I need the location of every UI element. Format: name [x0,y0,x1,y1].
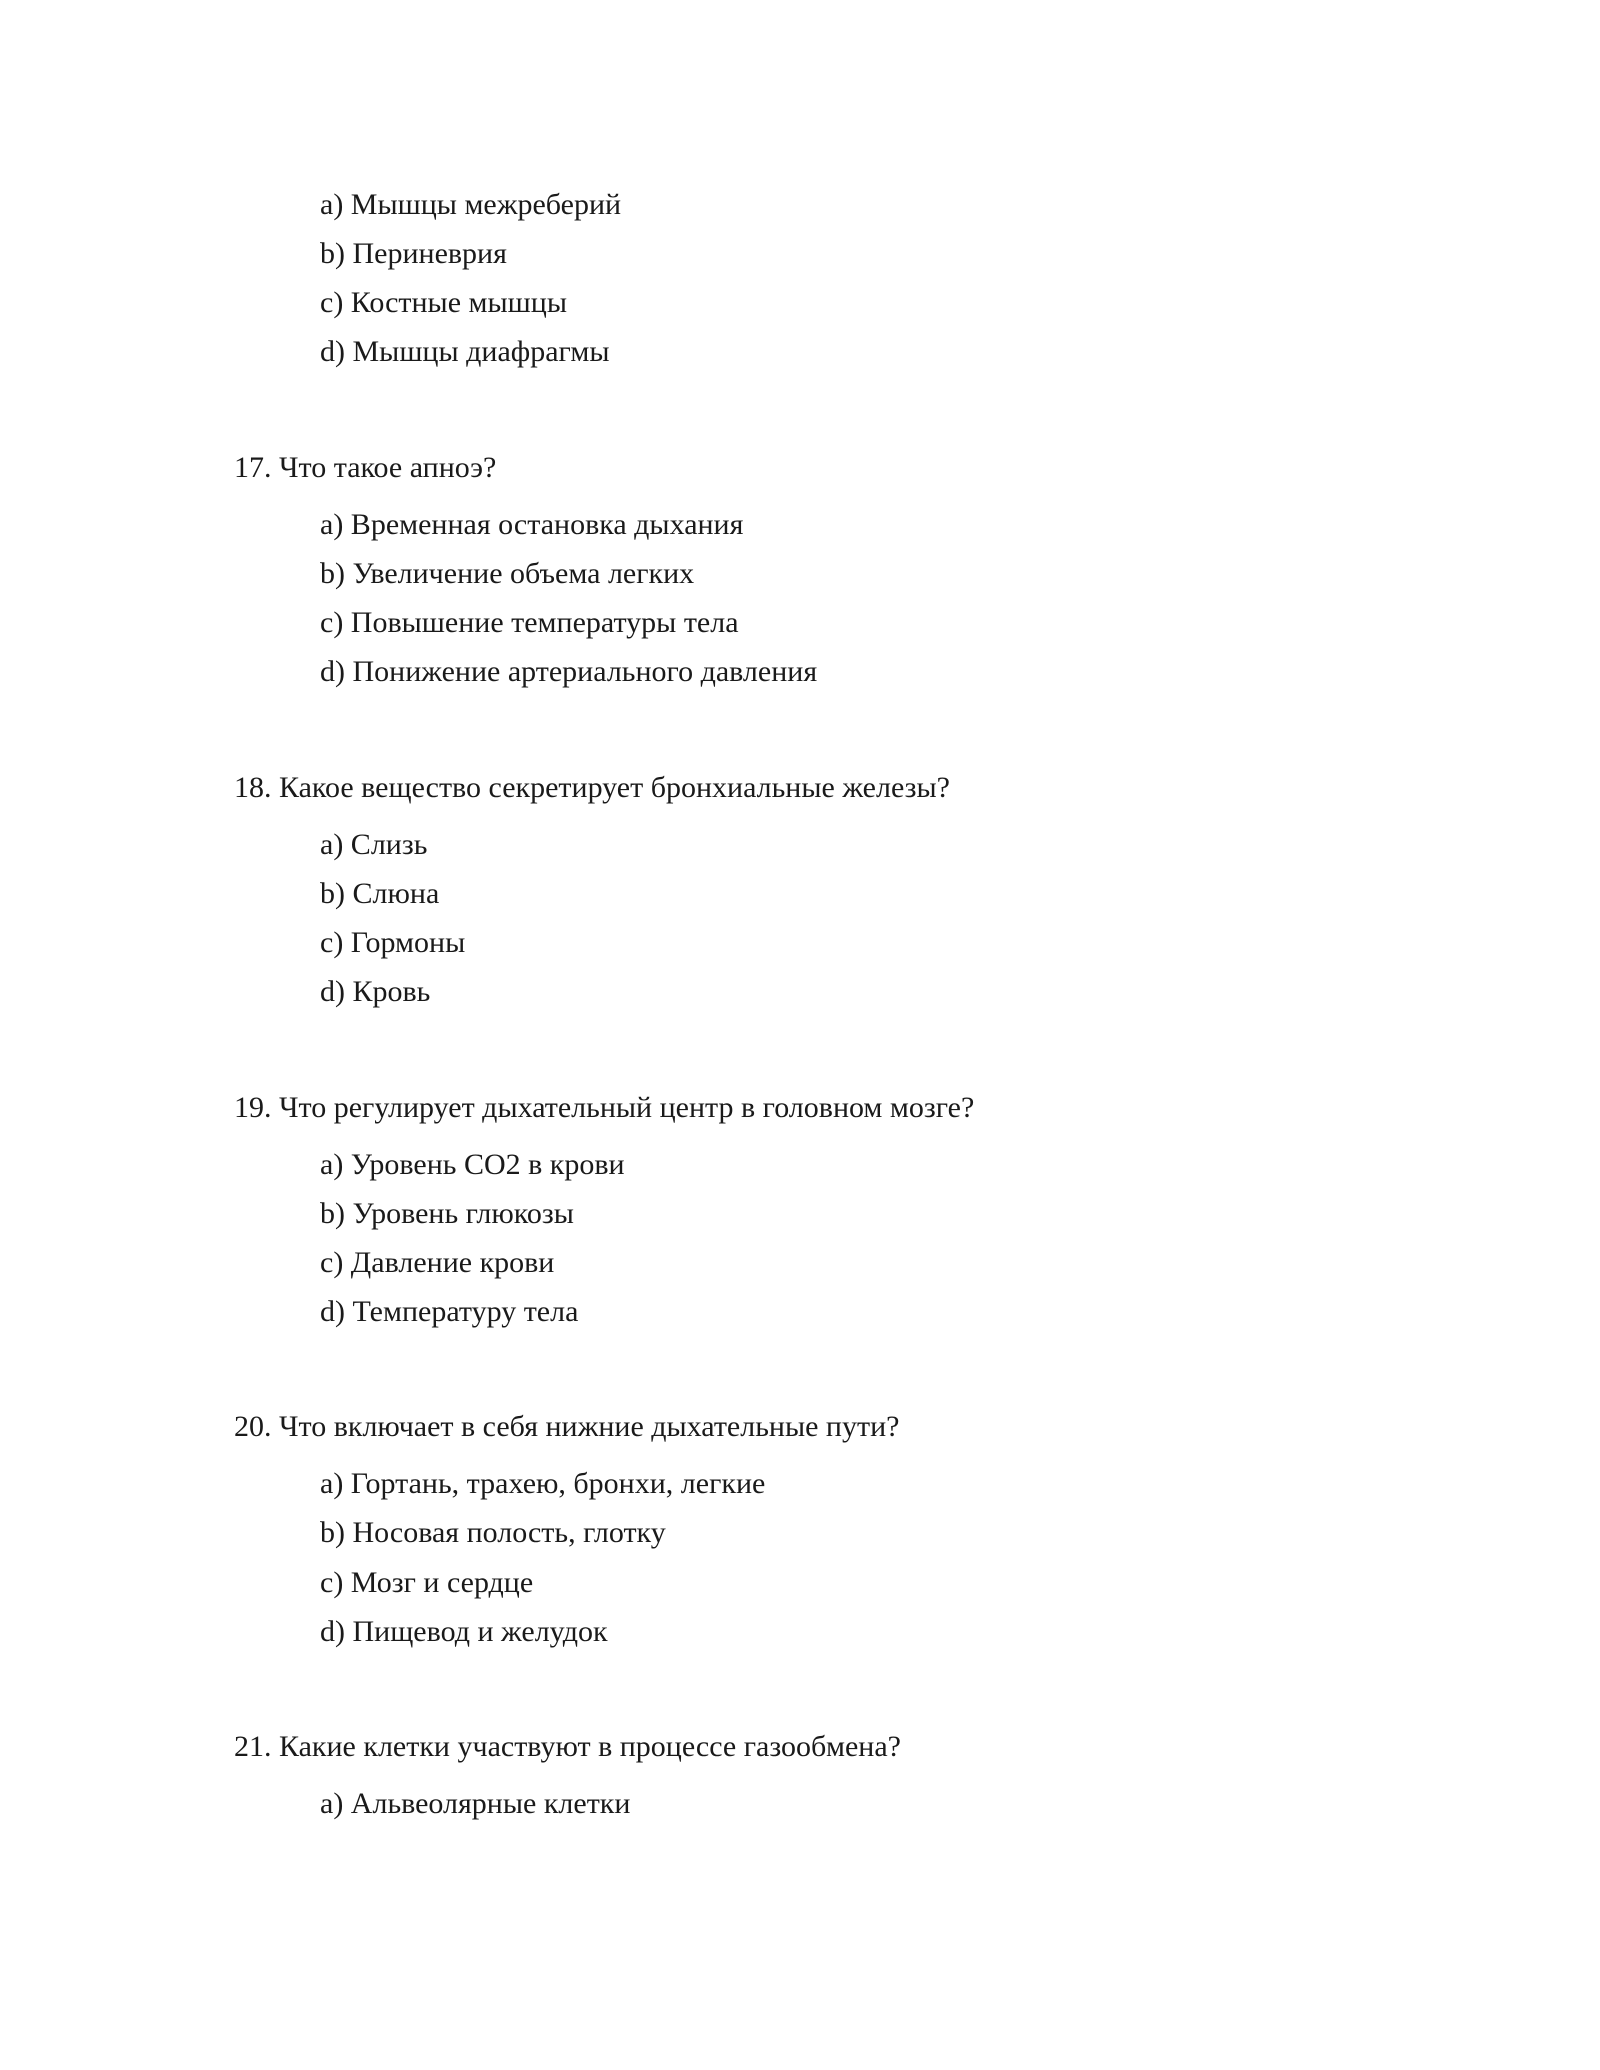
question-text: 17. Что такое апноэ? [234,451,497,484]
option-c: c) Давление крови [320,1246,555,1279]
option-b: b) Носовая полость, глотку [320,1516,666,1549]
question-text: 19. Что регулирует дыхательный центр в головном мозге? [234,1091,975,1124]
question-text: 18. Какое вещество секретирует бронхиальные железы? [234,771,950,804]
option-d: d) Кровь [320,975,431,1008]
question-text: 21. Какие клетки участвуют в процессе газообмена? [234,1730,901,1763]
option-a: a) Гортань, трахею, бронхи, легкие [320,1467,766,1500]
option-d: d) Понижение артериального давления [320,655,818,688]
option-b: b) Уровень глюкозы [320,1197,574,1230]
option-c: c) Гормоны [320,926,466,959]
option-a: a) Альвеолярные клетки [320,1787,631,1820]
option-d: d) Температуру тела [320,1295,579,1328]
option-a: a) Слизь [320,828,428,861]
option-a: a) Временная остановка дыхания [320,508,744,541]
option-b: b) Слюна [320,877,440,910]
option-b: b) Периневрия [320,237,507,270]
option-d: d) Пищевод и желудок [320,1615,608,1648]
option-a: a) Мышцы межреберий [320,188,622,221]
option-c: c) Повышение температуры тела [320,606,739,639]
question-text: 20. Что включает в себя нижние дыхательные пути? [234,1410,900,1443]
option-c: c) Костные мышцы [320,286,567,319]
option-b: b) Увеличение объема легких [320,557,695,590]
option-a: a) Уровень CO2 в крови [320,1148,625,1181]
option-c: c) Мозг и сердце [320,1566,534,1599]
option-d: d) Мышцы диафрагмы [320,335,610,368]
